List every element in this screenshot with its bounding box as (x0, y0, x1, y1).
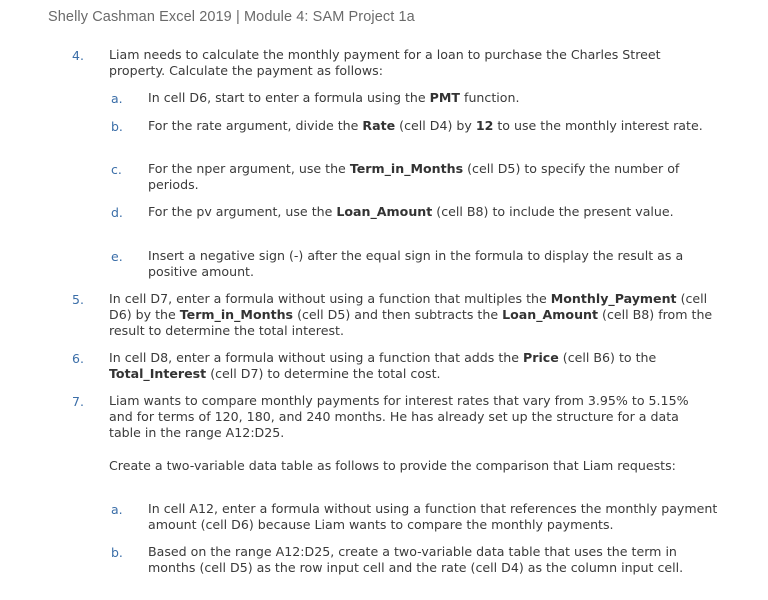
step-7a-text: In cell A12, enter a formula without using a function that references the monthly payment amount (cell D6) because Liam wants to compare the monthly payments. (148, 501, 718, 532)
step-6-text: In cell D8, enter a formula without using a function that adds the Price (cell B6) to the Total_Interest (cell D7) to determine the total cost. (109, 350, 657, 381)
step-7-number: 7. (72, 394, 84, 409)
step-6-number: 6. (72, 351, 84, 366)
step-7a-letter: a. (111, 502, 123, 517)
step-4e-letter: e. (111, 249, 123, 264)
step-4-text: Liam needs to calculate the monthly payment for a loan to purchase the Charles Street property. Calculate the payment as follows: (109, 47, 661, 78)
step-4a-letter: a. (111, 91, 123, 106)
step-7-text: Liam wants to compare monthly payments for interest rates that vary from 3.95% to 5.15% and for terms of 120, 180, and 240 months. He has already set up the structure for a data table in the range A12:D25. (109, 393, 689, 440)
step-7-text-2: Create a two-variable data table as follows to provide the comparison that Liam requests: (109, 458, 676, 473)
step-4c-letter: c. (111, 162, 122, 177)
step-4c-text: For the nper argument, use the Term_in_Months (cell D5) to specify the number of periods. (148, 161, 680, 192)
step-4d-text: For the pv argument, use the Loan_Amount (cell B8) to include the present value. (148, 204, 674, 219)
step-4b-text: For the rate argument, divide the Rate (cell D4) by 12 to use the monthly interest rate. (148, 118, 703, 133)
step-4a-text: In cell D6, start to enter a formula using the PMT function. (148, 90, 520, 105)
step-5-number: 5. (72, 292, 84, 307)
document-header: Shelly Cashman Excel 2019 | Module 4: SAM Project 1a (48, 9, 415, 25)
step-5-text: In cell D7, enter a formula without using a function that multiples the Monthly_Payment (cell D6) by the Term_in_Months (cell D5) and then subtracts the Loan_Amount (cell B8) from the result to determine the total interest. (109, 291, 713, 338)
step-4d-letter: d. (111, 205, 123, 220)
step-7b-text: Based on the range A12:D25, create a two-variable data table that uses the term in months (cell D5) as the row input cell and the rate (cell D4) as the column input cell. (148, 544, 684, 575)
step-4b-letter: b. (111, 119, 123, 134)
step-4-number: 4. (72, 48, 84, 63)
step-7b-letter: b. (111, 545, 123, 560)
step-4e-text: Insert a negative sign (-) after the equal sign in the formula to display the result as a positive amount. (148, 248, 684, 279)
